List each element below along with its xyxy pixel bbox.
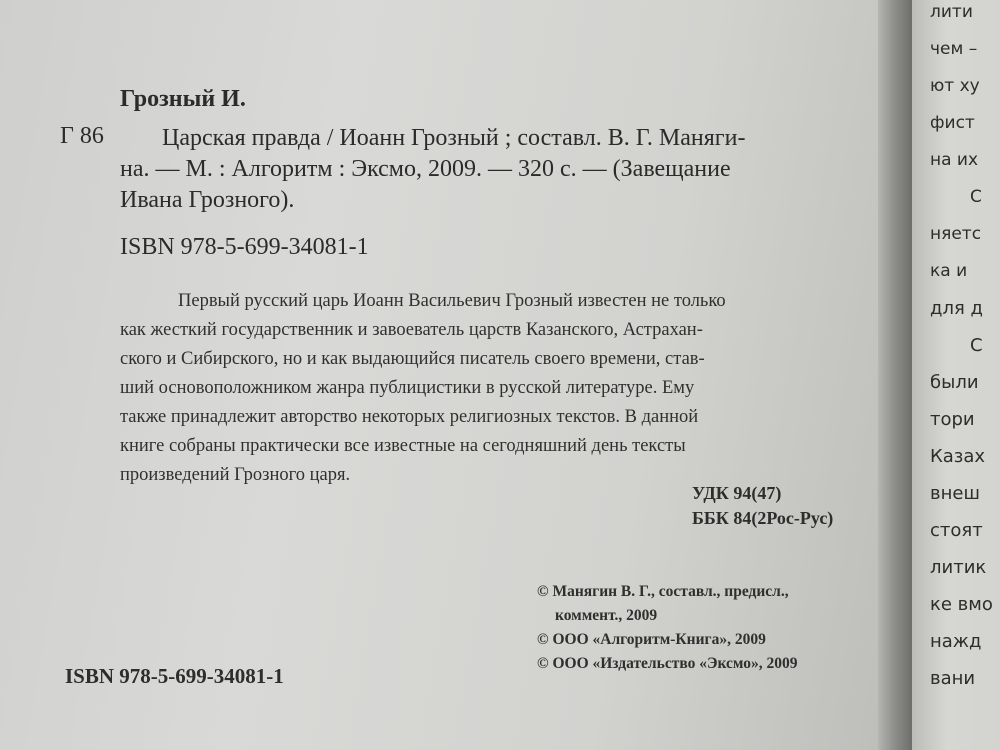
biblio-line: на. — М. : Алгоритм : Эксмо, 2009. — 320 с. — (Завещание (120, 156, 731, 182)
author-heading: Грозный И. (120, 86, 246, 112)
right-line: внеш (930, 483, 980, 504)
udk-index: УДК 94(47) (692, 483, 782, 503)
right-page (912, 0, 1000, 750)
isbn-footer: ISBN 978-5-699-34081-1 (65, 664, 284, 688)
right-page-text (930, 0, 993, 697)
abstract-line: также принадлежит авторство некоторых религиозных текстов. В данной (120, 407, 699, 427)
right-line: для д (930, 298, 983, 319)
book-gutter (878, 0, 914, 750)
biblio-line: Царская правда / Иоанн Грозный ; составл. В. Г. Маняги- (162, 125, 746, 151)
right-line: фист (930, 113, 975, 133)
right-line: стоят (930, 520, 983, 541)
abstract-line: Первый русский царь Иоанн Васильевич Грозный известен не только (178, 291, 726, 311)
biblio-line: Ивана Грозного). (120, 187, 295, 213)
right-line: чем – (930, 39, 978, 59)
abstract-paragraph (120, 287, 726, 490)
copyright-block (537, 580, 798, 676)
right-line: лити (930, 2, 973, 22)
right-line: на их (930, 150, 979, 170)
abstract-line: как жесткий государственник и завоеватель царств Казанского, Астрахан- (120, 320, 703, 340)
right-line: ка и (930, 261, 968, 281)
copyright-line: © Манягин В. Г., составл., предисл., (537, 583, 789, 600)
copyright-line: © ООО «Алгоритм-Книга», 2009 (537, 631, 766, 648)
right-line: С (970, 335, 983, 356)
right-line: были (930, 372, 979, 393)
abstract-line: ского и Сибирского, но и как выдающийся писатель своего времени, став- (120, 349, 705, 369)
right-line: Казах (930, 446, 986, 467)
right-line: ют ху (930, 76, 980, 96)
right-line: нажд (930, 631, 982, 652)
classification-indexes (692, 481, 833, 531)
right-line: тори (930, 409, 975, 430)
isbn-record: ISBN 978-5-699-34081-1 (120, 234, 369, 260)
abstract-line: произведений Грозного царя. (120, 465, 351, 485)
classification-code: Г 86 (60, 123, 104, 149)
right-line: литик (930, 557, 987, 578)
abstract-line: книге собраны практически все известные на сегодняшний день тексты (120, 436, 686, 456)
bibliographic-record (120, 123, 745, 216)
right-line: няетс (930, 224, 982, 244)
right-line: вани (930, 668, 976, 689)
right-line: ке вмо (930, 594, 993, 615)
right-line: С (970, 187, 982, 207)
abstract-line: ший основоположником жанра публицистики в русской литературе. Ему (120, 378, 695, 398)
bbk-index: ББК 84(2Рос-Рус) (692, 508, 834, 528)
copyright-line: коммент., 2009 (555, 607, 658, 624)
copyright-line: © ООО «Издательство «Эксмо», 2009 (537, 655, 798, 672)
